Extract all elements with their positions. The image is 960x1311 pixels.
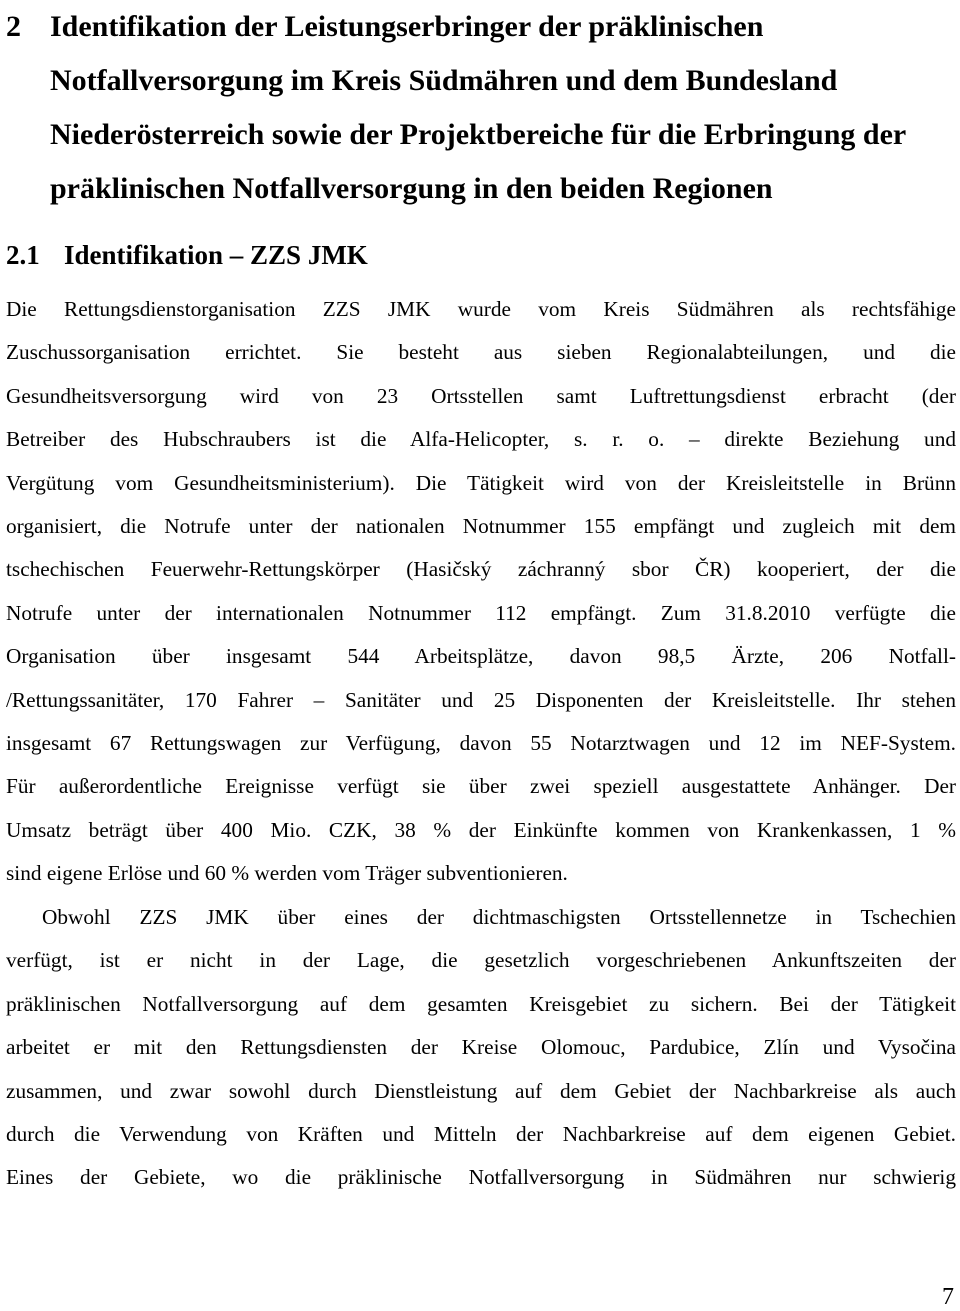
text-line: verfügt, ist er nicht in der Lage, die gesetzlich vorgeschriebenen Ankunftszeiten der: [6, 948, 956, 973]
text-line: Organisation über insgesamt 544 Arbeitsplätze, davon 98,5 Ärzte, 206 Notfall-: [6, 644, 956, 669]
section-title: Identifikation – ZZS JMK: [64, 240, 368, 270]
text-line: Eines der Gebiete, wo die präklinische Notfallversorgung in Südmähren nur schwierig: [6, 1165, 956, 1190]
text-line: Umsatz beträgt über 400 Mio. CZK, 38 % der Einkünfte kommen von Krankenkassen, 1 %: [6, 817, 956, 842]
text-line: Betreiber des Hubschraubers ist die Alfa-Helicopter, s. r. o. – direkte Beziehung und: [6, 427, 956, 452]
section-heading: [6, 232, 368, 278]
section-number: 2.1: [6, 240, 40, 270]
text-line: Gesundheitsversorgung wird von 23 Ortsstellen samt Luftrettungsdienst erbracht (der: [6, 383, 956, 408]
text-line: zusammen, und zwar sowohl durch Dienstleistung auf dem Gebiet der Nachbarkreise als auch: [6, 1078, 956, 1103]
text-line: Zuschussorganisation errichtet. Sie besteht aus sieben Regionalabteilungen, und die: [6, 340, 956, 365]
text-line: tschechischen Feuerwehr-Rettungskörper (Hasičský záchranný sbor ČR) kooperiert, der die: [6, 557, 956, 582]
text-line: Vergütung vom Gesundheitsministerium). Die Tätigkeit wird von der Kreisleitstelle in Brünn: [6, 470, 956, 495]
text-line: organisiert, die Notrufe unter der nationalen Notnummer 155 empfängt und zugleich mit dem: [6, 514, 956, 539]
paragraph-2: [6, 896, 956, 1200]
text-line: präklinischen Notfallversorgung auf dem gesamten Kreisgebiet zu sichern. Bei der Tätigkeit: [6, 991, 956, 1016]
text-line: Die Rettungsdienstorganisation ZZS JMK wurde vom Kreis Südmähren als rechtsfähige: [6, 297, 956, 321]
chapter-title-line: präklinischen Notfallversorgung in den beiden Regionen: [50, 172, 773, 205]
paragraph-1: [6, 288, 956, 896]
chapter-title-line: Notfallversorgung im Kreis Südmähren und dem Bundesland: [50, 64, 838, 97]
text-line: /Rettungssanitäter, 170 Fahrer – Sanitäter und 25 Disponenten der Kreisleitstelle. Ihr stehen: [6, 687, 956, 712]
text-line: sind eigene Erlöse und 60 % werden vom Träger subventionieren.: [6, 861, 568, 886]
text-line: Obwohl ZZS JMK über eines der dichtmaschigsten Ortsstellennetze in Tschechien: [42, 905, 956, 929]
chapter-heading: [6, 0, 956, 216]
chapter-number: 2: [6, 10, 21, 43]
chapter-title-line: Niederösterreich sowie der Projektbereiche für die Erbringung der: [50, 118, 907, 151]
text-line: insgesamt 67 Rettungswagen zur Verfügung, davon 55 Notarztwagen und 12 im NEF-System.: [6, 731, 956, 756]
chapter-title-line: Identifikation der Leistungserbringer der präklinischen: [50, 10, 764, 43]
text-line: durch die Verwendung von Kräften und Mitteln der Nachbarkreise auf dem eigenen Gebiet.: [6, 1122, 956, 1147]
text-line: Für außerordentliche Ereignisse verfügt sie über zwei speziell ausgestattete Anhänger. Der: [6, 774, 956, 799]
text-line: Notrufe unter der internationalen Notnummer 112 empfängt. Zum 31.8.2010 verfügte die: [6, 600, 956, 625]
page-number: 7: [942, 1284, 954, 1310]
text-line: arbeitet er mit den Rettungsdiensten der Kreise Olomouc, Pardubice, Zlín und Vysočina: [6, 1035, 956, 1060]
